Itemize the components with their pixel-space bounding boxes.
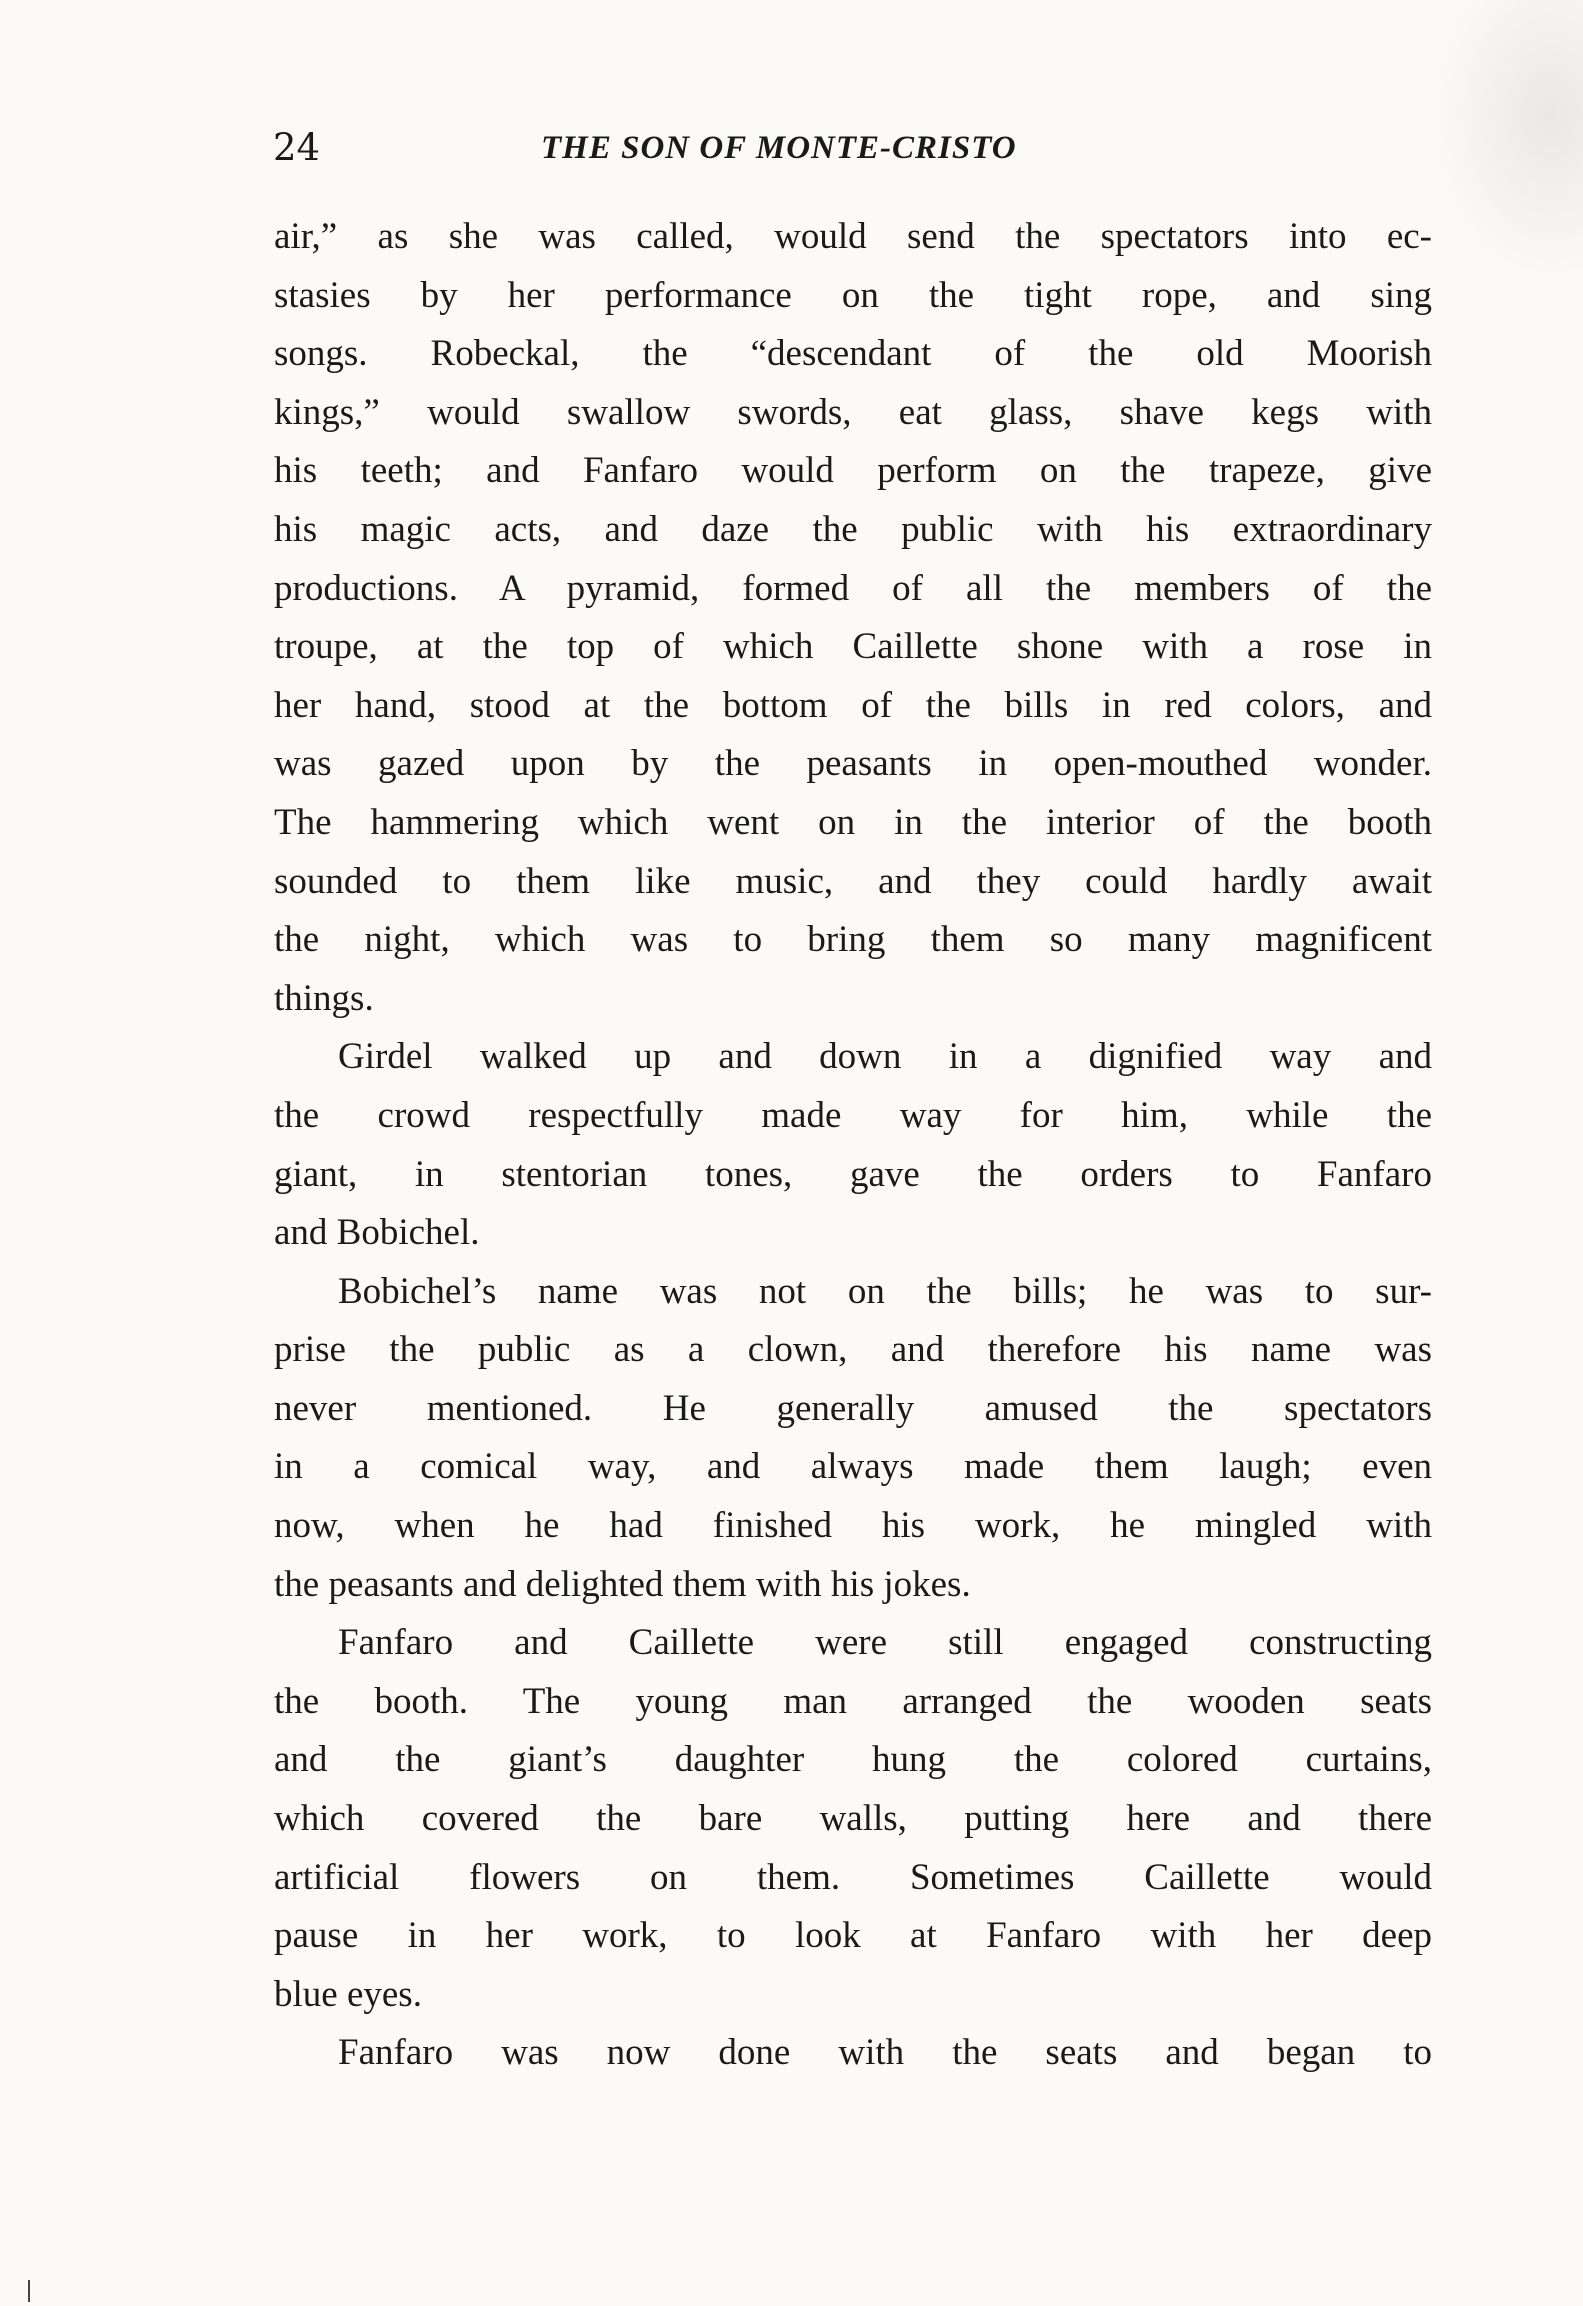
text-line: giant, in stentorian tones, gave the orders to Fanfaro	[274, 1153, 1432, 1195]
text-line: pause in her work, to look at Fanfaro with her deep	[274, 1915, 1432, 1957]
text-line: kings,” would swallow swords, eat glass, shave kegs with	[274, 391, 1432, 433]
page-number: 24	[273, 126, 321, 169]
text-line: the booth. The young man arranged the wooden seats	[274, 1680, 1432, 1722]
text-line: the peasants and delighted them with his jokes.	[274, 1563, 971, 1605]
text-line: Girdel walked up and down in a dignified way and	[338, 1036, 1432, 1078]
text-line: the crowd respectfully made way for him, while the	[274, 1094, 1432, 1136]
scan-edge-mark	[28, 2280, 30, 2302]
running-head	[273, 126, 1433, 186]
text-line: blue eyes.	[274, 1973, 422, 2015]
text-line: Fanfaro was now done with the seats and began to	[338, 2032, 1432, 2074]
text-line: never mentioned. He generally amused the spectators	[274, 1387, 1432, 1429]
text-line: sounded to them like music, and they could hardly await	[274, 860, 1432, 902]
book-title: THE SON OF MONTE-CRISTO	[541, 130, 1017, 166]
text-line: his teeth; and Fanfaro would perform on the trapeze, give	[274, 450, 1432, 492]
text-line: Fanfaro and Caillette were still engaged constructing	[338, 1622, 1432, 1664]
text-line: was gazed upon by the peasants in open-mouthed wonder.	[274, 743, 1432, 785]
text-line: stasies by her performance on the tight rope, and sing	[274, 274, 1432, 316]
text-line: her hand, stood at the bottom of the bills in red colors, and	[274, 684, 1432, 726]
text-line: things.	[274, 977, 374, 1019]
text-line: troupe, at the top of which Caillette shone with a rose in	[274, 626, 1432, 668]
text-line: productions. A pyramid, formed of all the members of the	[274, 567, 1432, 609]
text-line: prise the public as a clown, and therefore his name was	[274, 1329, 1432, 1371]
text-line: air,” as she was called, would send the spectators into ec-	[274, 216, 1432, 257]
text-line: which covered the bare walls, putting here and there	[274, 1798, 1432, 1840]
text-line: artificial flowers on them. Sometimes Caillette would	[274, 1856, 1432, 1898]
text-line: the night, which was to bring them so many magnificent	[274, 919, 1432, 961]
text-line: Bobichel’s name was not on the bills; he was to sur-	[338, 1270, 1432, 1312]
text-line: and the giant’s daughter hung the colored curtains,	[274, 1739, 1432, 1781]
text-line: The hammering which went on in the interior of the booth	[274, 801, 1432, 843]
text-line: in a comical way, and always made them laugh; even	[274, 1446, 1432, 1488]
text-line: and Bobichel.	[274, 1212, 480, 1254]
text-line: now, when he had finished his work, he mingled with	[274, 1505, 1432, 1547]
body-text	[274, 208, 1432, 2083]
text-line: his magic acts, and daze the public with his extraordinary	[274, 508, 1432, 550]
text-line: songs. Robeckal, the “descendant of the old Moorish	[274, 333, 1432, 375]
